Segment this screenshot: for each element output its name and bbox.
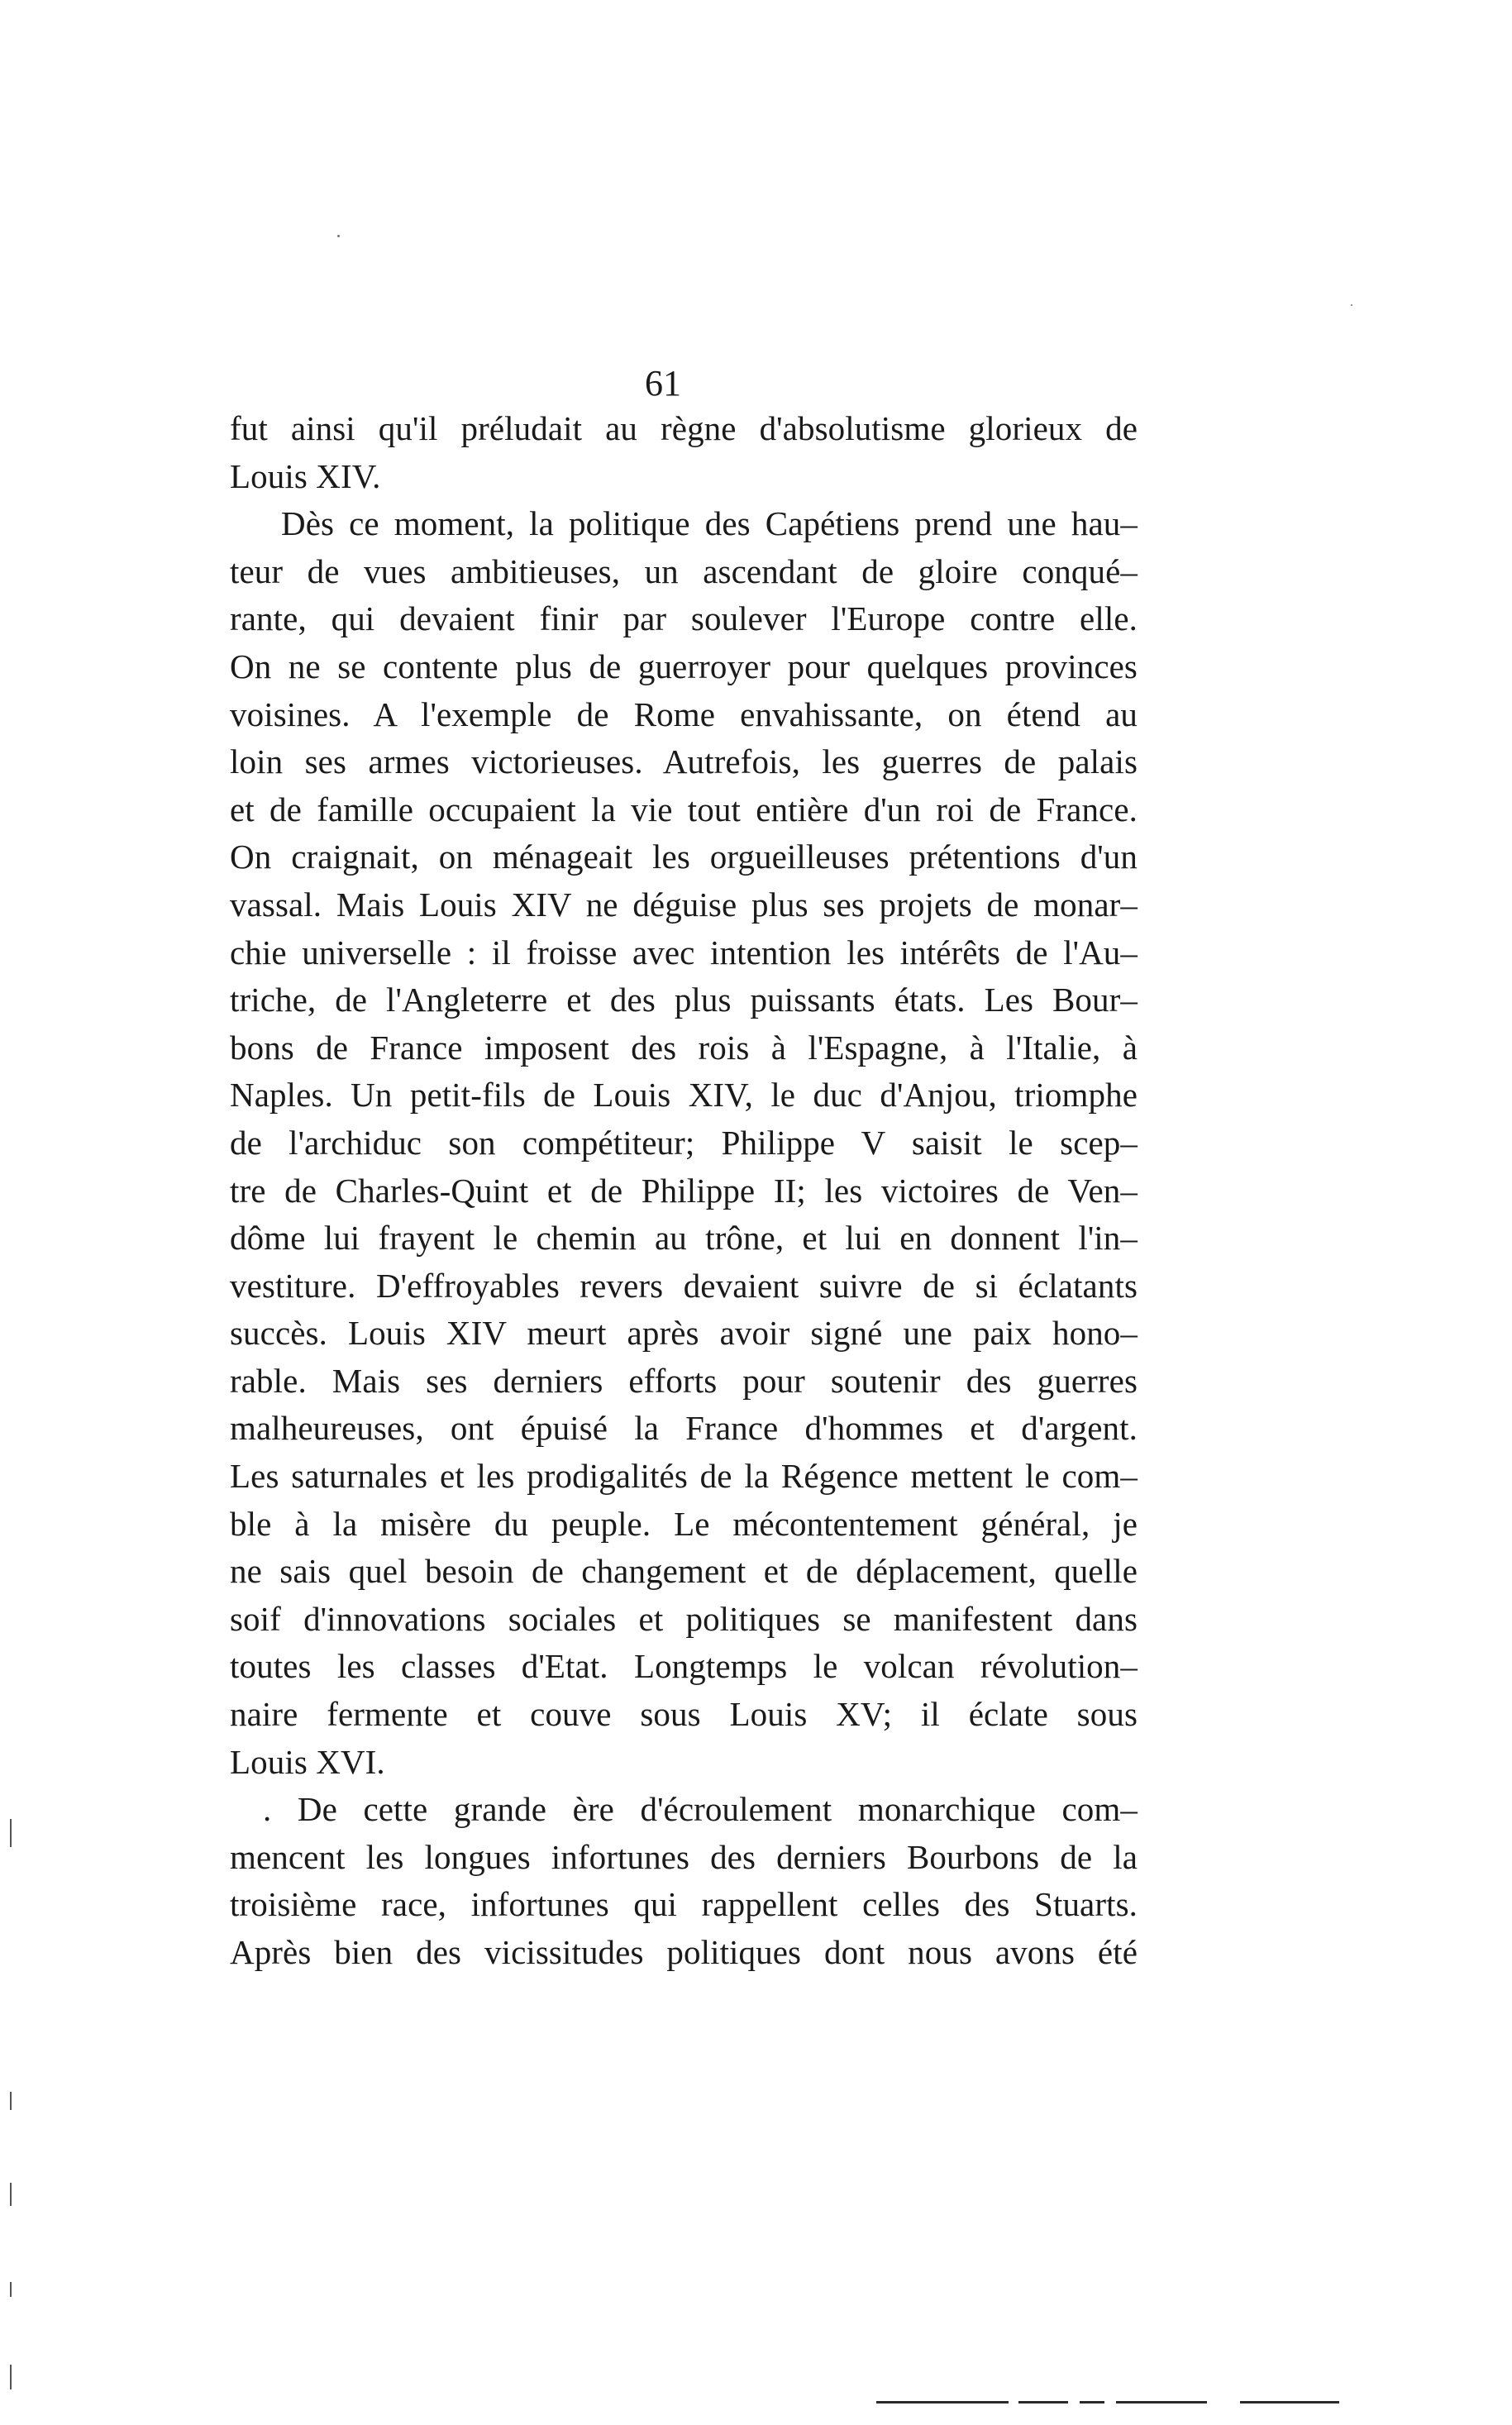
text-line: rante, qui devaient finir par soulever l'Europe contre elle. <box>230 599 1138 638</box>
text-line: Naples. Un petit-fils de Louis XIV, le duc d'Anjou, triomphe <box>230 1076 1138 1115</box>
text-line: fut ainsi qu'il préludait au règne d'absolutisme glorieux de <box>230 409 1138 447</box>
bottom-rule <box>1240 2401 1339 2404</box>
text-line: vassal. Mais Louis XIV ne déguise plus ses projets de monar– <box>230 885 1138 924</box>
text-line: soif d'innovations sociales et politiques se manifestent dans <box>230 1599 1138 1638</box>
text-line: bons de France imposent des rois à l'Espagne, à l'Italie, à <box>230 1028 1138 1067</box>
scan-edge-mark <box>10 2365 12 2389</box>
text-line: et de famille occupaient la vie tout entière d'un roi de France. <box>230 790 1138 828</box>
text-line: On craignait, on ménageait les orgueilleuses prétentions d'un <box>230 838 1138 876</box>
text-line: loin ses armes victorieuses. Autrefois, les guerres de palais <box>230 742 1138 781</box>
page-number: 61 <box>645 363 681 403</box>
text-line: ble à la misère du peuple. Le mécontentement général, je <box>230 1504 1138 1543</box>
text-line: malheureuses, ont épuisé la France d'hommes et d'argent. <box>230 1409 1138 1448</box>
text-line: rable. Mais ses derniers efforts pour soutenir des guerres <box>230 1361 1138 1400</box>
text-line: teur de vues ambitieuses, un ascendant de gloire conqué– <box>230 551 1138 590</box>
scan-speck <box>337 235 340 237</box>
scan-speck <box>1351 304 1352 306</box>
text-line: On ne se contente plus de guerroyer pour quelques provinces <box>230 647 1138 685</box>
text-line: . De cette grande ère d'écroulement monarchique com– <box>263 1790 1138 1829</box>
bottom-rule <box>1018 2401 1068 2404</box>
text-line: Louis XVI. <box>230 1742 385 1781</box>
text-line: voisines. A l'exemple de Rome envahissante, on étend au <box>230 695 1138 733</box>
text-line: chie universelle : il froisse avec intention les intérêts de l'Au– <box>230 933 1138 971</box>
text-line: Après bien des vicissitudes politiques dont nous avons été <box>230 1933 1138 1971</box>
text-line: de l'archiduc son compétiteur; Philippe V saisit le scep– <box>230 1123 1138 1162</box>
scan-edge-mark <box>10 2282 12 2297</box>
text-line: troisième race, infortunes qui rappellent celles des Stuarts. <box>230 1885 1138 1924</box>
text-line: Dès ce moment, la politique des Capétiens prend une hau– <box>281 504 1138 543</box>
text-line: triche, de l'Angleterre et des plus puissants états. Les Bour– <box>230 981 1138 1019</box>
text-line: Louis XIV. <box>230 456 381 495</box>
text-line: naire fermente et couve sous Louis XV; il éclate sous <box>230 1695 1138 1734</box>
scan-edge-mark <box>10 2183 12 2206</box>
body-text <box>230 405 1138 1977</box>
scan-edge-mark <box>10 2092 12 2110</box>
bottom-rule <box>1080 2401 1104 2404</box>
bottom-rule <box>876 2401 1009 2404</box>
text-line: tre de Charles-Quint et de Philippe II; les victoires de Ven– <box>230 1171 1138 1210</box>
text-line: dôme lui frayent le chemin au trône, et lui en donnent l'in– <box>230 1219 1138 1258</box>
text-line: ne sais quel besoin de changement et de déplacement, quelle <box>230 1552 1138 1591</box>
text-line: toutes les classes d'Etat. Longtemps le volcan révolution– <box>230 1647 1138 1686</box>
bottom-rule <box>1116 2401 1207 2404</box>
scan-edge-mark <box>10 1819 12 1847</box>
text-line: vestiture. D'effroyables revers devaient suivre de si éclatants <box>230 1266 1138 1305</box>
text-line: Les saturnales et les prodigalités de la Régence mettent le com– <box>230 1457 1138 1496</box>
text-line: mencent les longues infortunes des derniers Bourbons de la <box>230 1837 1138 1876</box>
text-line: succès. Louis XIV meurt après avoir signé une paix hono– <box>230 1314 1138 1353</box>
